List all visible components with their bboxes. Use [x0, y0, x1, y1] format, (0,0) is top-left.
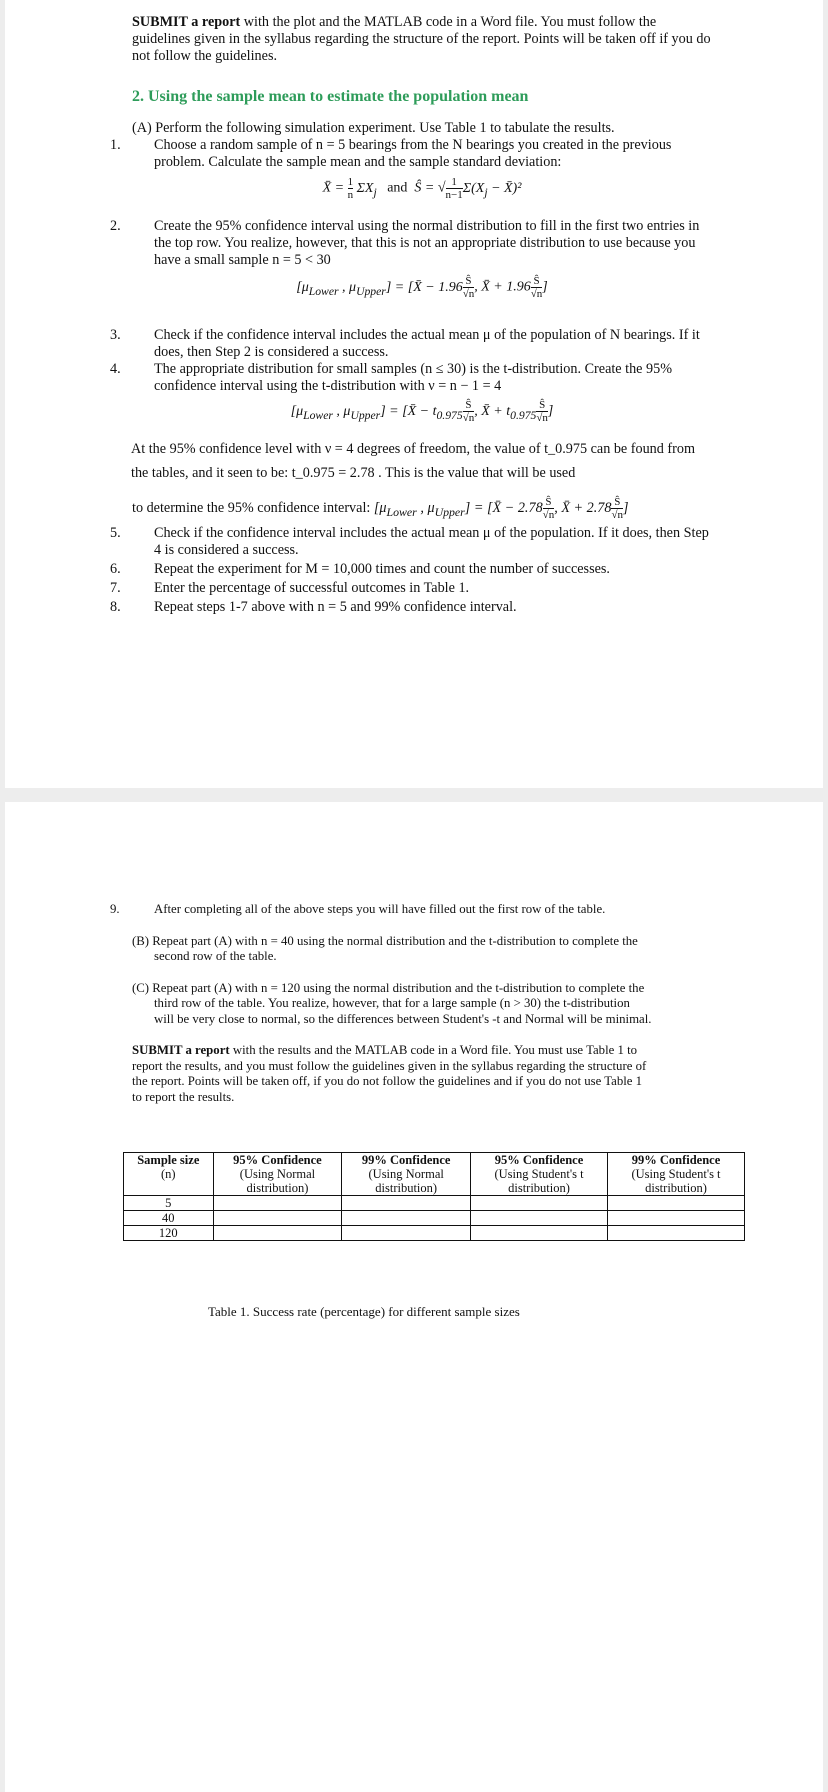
table-cell — [608, 1226, 745, 1241]
table-cell — [213, 1196, 342, 1211]
table-row — [124, 1226, 745, 1241]
table-cell-sample-size: 5 — [124, 1196, 214, 1211]
formula-t-ci: [$\mu_{Lower}$ , $\mu_{Upper}$] = [X̄ − $t_{0.975}$ $\frac{Ŝ}{√n}$ , X̄ + $t_{0.975}$ $\frac{Ŝ}{√n}$ ] — [290, 399, 554, 424]
formula-sample-mean-std: X̄ = $\frac{1}{n}$ $\Sigma X_j$ and Ŝ = √ $\frac{1}{n-1}$ $\Sigma(X_j$ − X̄)² — [322, 176, 522, 201]
step-4: 4. The appropriate distribution for small samples (n ≤ 30) is the t-distribution. Create the 95% confidence interval using the t-distribution with ν = n − 1 = 4 — [110, 361, 673, 394]
step-6: 6. Repeat the experiment for M = 10,000 times and count the number of successes. — [110, 561, 610, 577]
table-row — [124, 1211, 745, 1226]
step-1: 1. Choose a random sample of n = 5 bearings from the N bearings you created in the previous problem. Calculate the sample mean and the sample standard deviation: — [110, 137, 672, 170]
table-cell — [471, 1211, 608, 1226]
table-row — [124, 1196, 745, 1211]
table-caption: Table 1. Success rate (percentage) for different sample sizes — [208, 1304, 520, 1319]
table-cell-sample-size: 40 — [124, 1211, 214, 1226]
t-value-ci-line: to determine the 95% confidence interval: [$\mu_{Lower}$ , $\mu_{Upper}$] = [X̄ − 2.78 $\frac{Ŝ}{√n}$ , X̄ + 2.78 $\frac{Ŝ}{√n}$ ] — [132, 496, 629, 522]
table-cell-sample-size: 120 — [124, 1226, 214, 1241]
table-cell — [608, 1211, 745, 1226]
table-header-cell: 99% Confidence (Using Student's t distribution) — [608, 1153, 745, 1196]
t-value-paragraph: At the 95% confidence level with ν = 4 degrees of freedom, the value of t_0.975 can be found from the tables, and it seen to be: t_0.975 = 2.78 . This is the value that will be used — [131, 441, 695, 481]
page-1-content — [110, 14, 712, 616]
part-b-text: (B) Repeat part (A) with n = 40 using the normal distribution and the t-distribution to complete the second row of the table. — [132, 933, 638, 963]
step-8: 8. Repeat steps 1-7 above with n = 5 and 99% confidence interval. — [110, 599, 517, 615]
document-page-1 — [5, 0, 823, 788]
submit-paragraph: SUBMIT a report with the results and the MATLAB code in a Word file. You must use Table 1 to report the results, and you must follow the guidelines given in the syllabus regarding the structure of the report. Points will be taken off, if you do not follow the guidelines and if you do not use Table 1 to report the results. — [132, 1043, 647, 1104]
page-2-content — [110, 902, 652, 1105]
table-cell — [342, 1226, 471, 1241]
part-a-text: (A) Perform the following simulation experiment. Use Table 1 to tabulate the results. — [132, 120, 615, 136]
table-cell — [213, 1226, 342, 1241]
table-cell — [608, 1196, 745, 1211]
results-table — [123, 1152, 745, 1241]
step-3: 3. Check if the confidence interval includes the actual mean μ of the population of N bearings. If it does, then Step 2 is considered a success. — [110, 327, 700, 360]
step-9: 9. After completing all of the above steps you will have filled out the first row of the table. — [110, 902, 606, 916]
table-cell — [471, 1196, 608, 1211]
part-c-text: (C) Repeat part (A) with n = 120 using the normal distribution and the t-distribution to complete the third row of the table. You realize, however, that for a large sample (n > 30) the t-distribution will be very close to normal, so the differences between Student's -t and Normal will be minimal. — [132, 980, 652, 1026]
step-5: 5. Check if the confidence interval includes the actual mean μ of the population. If it does, then Step 4 is considered a success. — [110, 525, 709, 558]
step-2: 2. Create the 95% confidence interval using the normal distribution to fill in the first two entries in the top row. You realize, however, that this is not an appropriate distribution to use because you have a small sample n = 5 < 30 — [110, 218, 700, 268]
document-page-2 — [5, 802, 823, 1792]
table-cell — [213, 1211, 342, 1226]
table-cell — [342, 1196, 471, 1211]
step-7: 7. Enter the percentage of successful outcomes in Table 1. — [110, 580, 470, 596]
table-header-cell: 95% Confidence (Using Normal distribution) — [213, 1153, 342, 1196]
formula-normal-ci: [$\mu_{Lower}$ , $\mu_{Upper}$] = [X̄ − 1.96 $\frac{Ŝ}{√n}$ , X̄ + 1.96 $\frac{Ŝ}{√n}$ ] — [296, 275, 548, 300]
table-header-cell: Sample size (n) — [124, 1153, 214, 1196]
table-header-cell: 99% Confidence (Using Normal distribution) — [342, 1153, 471, 1196]
section-heading: 2. Using the sample mean to estimate the population mean — [132, 88, 529, 105]
table-header-row — [124, 1153, 745, 1196]
table-cell — [471, 1226, 608, 1241]
table-cell — [342, 1211, 471, 1226]
table-header-cell: 95% Confidence (Using Student's t distribution) — [471, 1153, 608, 1196]
intro-paragraph: SUBMIT a report with the plot and the MATLAB code in a Word file. You must follow the guidelines given in the syllabus regarding the structure of the report. Points will be taken off if you do not follow the guidelines. — [132, 14, 711, 64]
